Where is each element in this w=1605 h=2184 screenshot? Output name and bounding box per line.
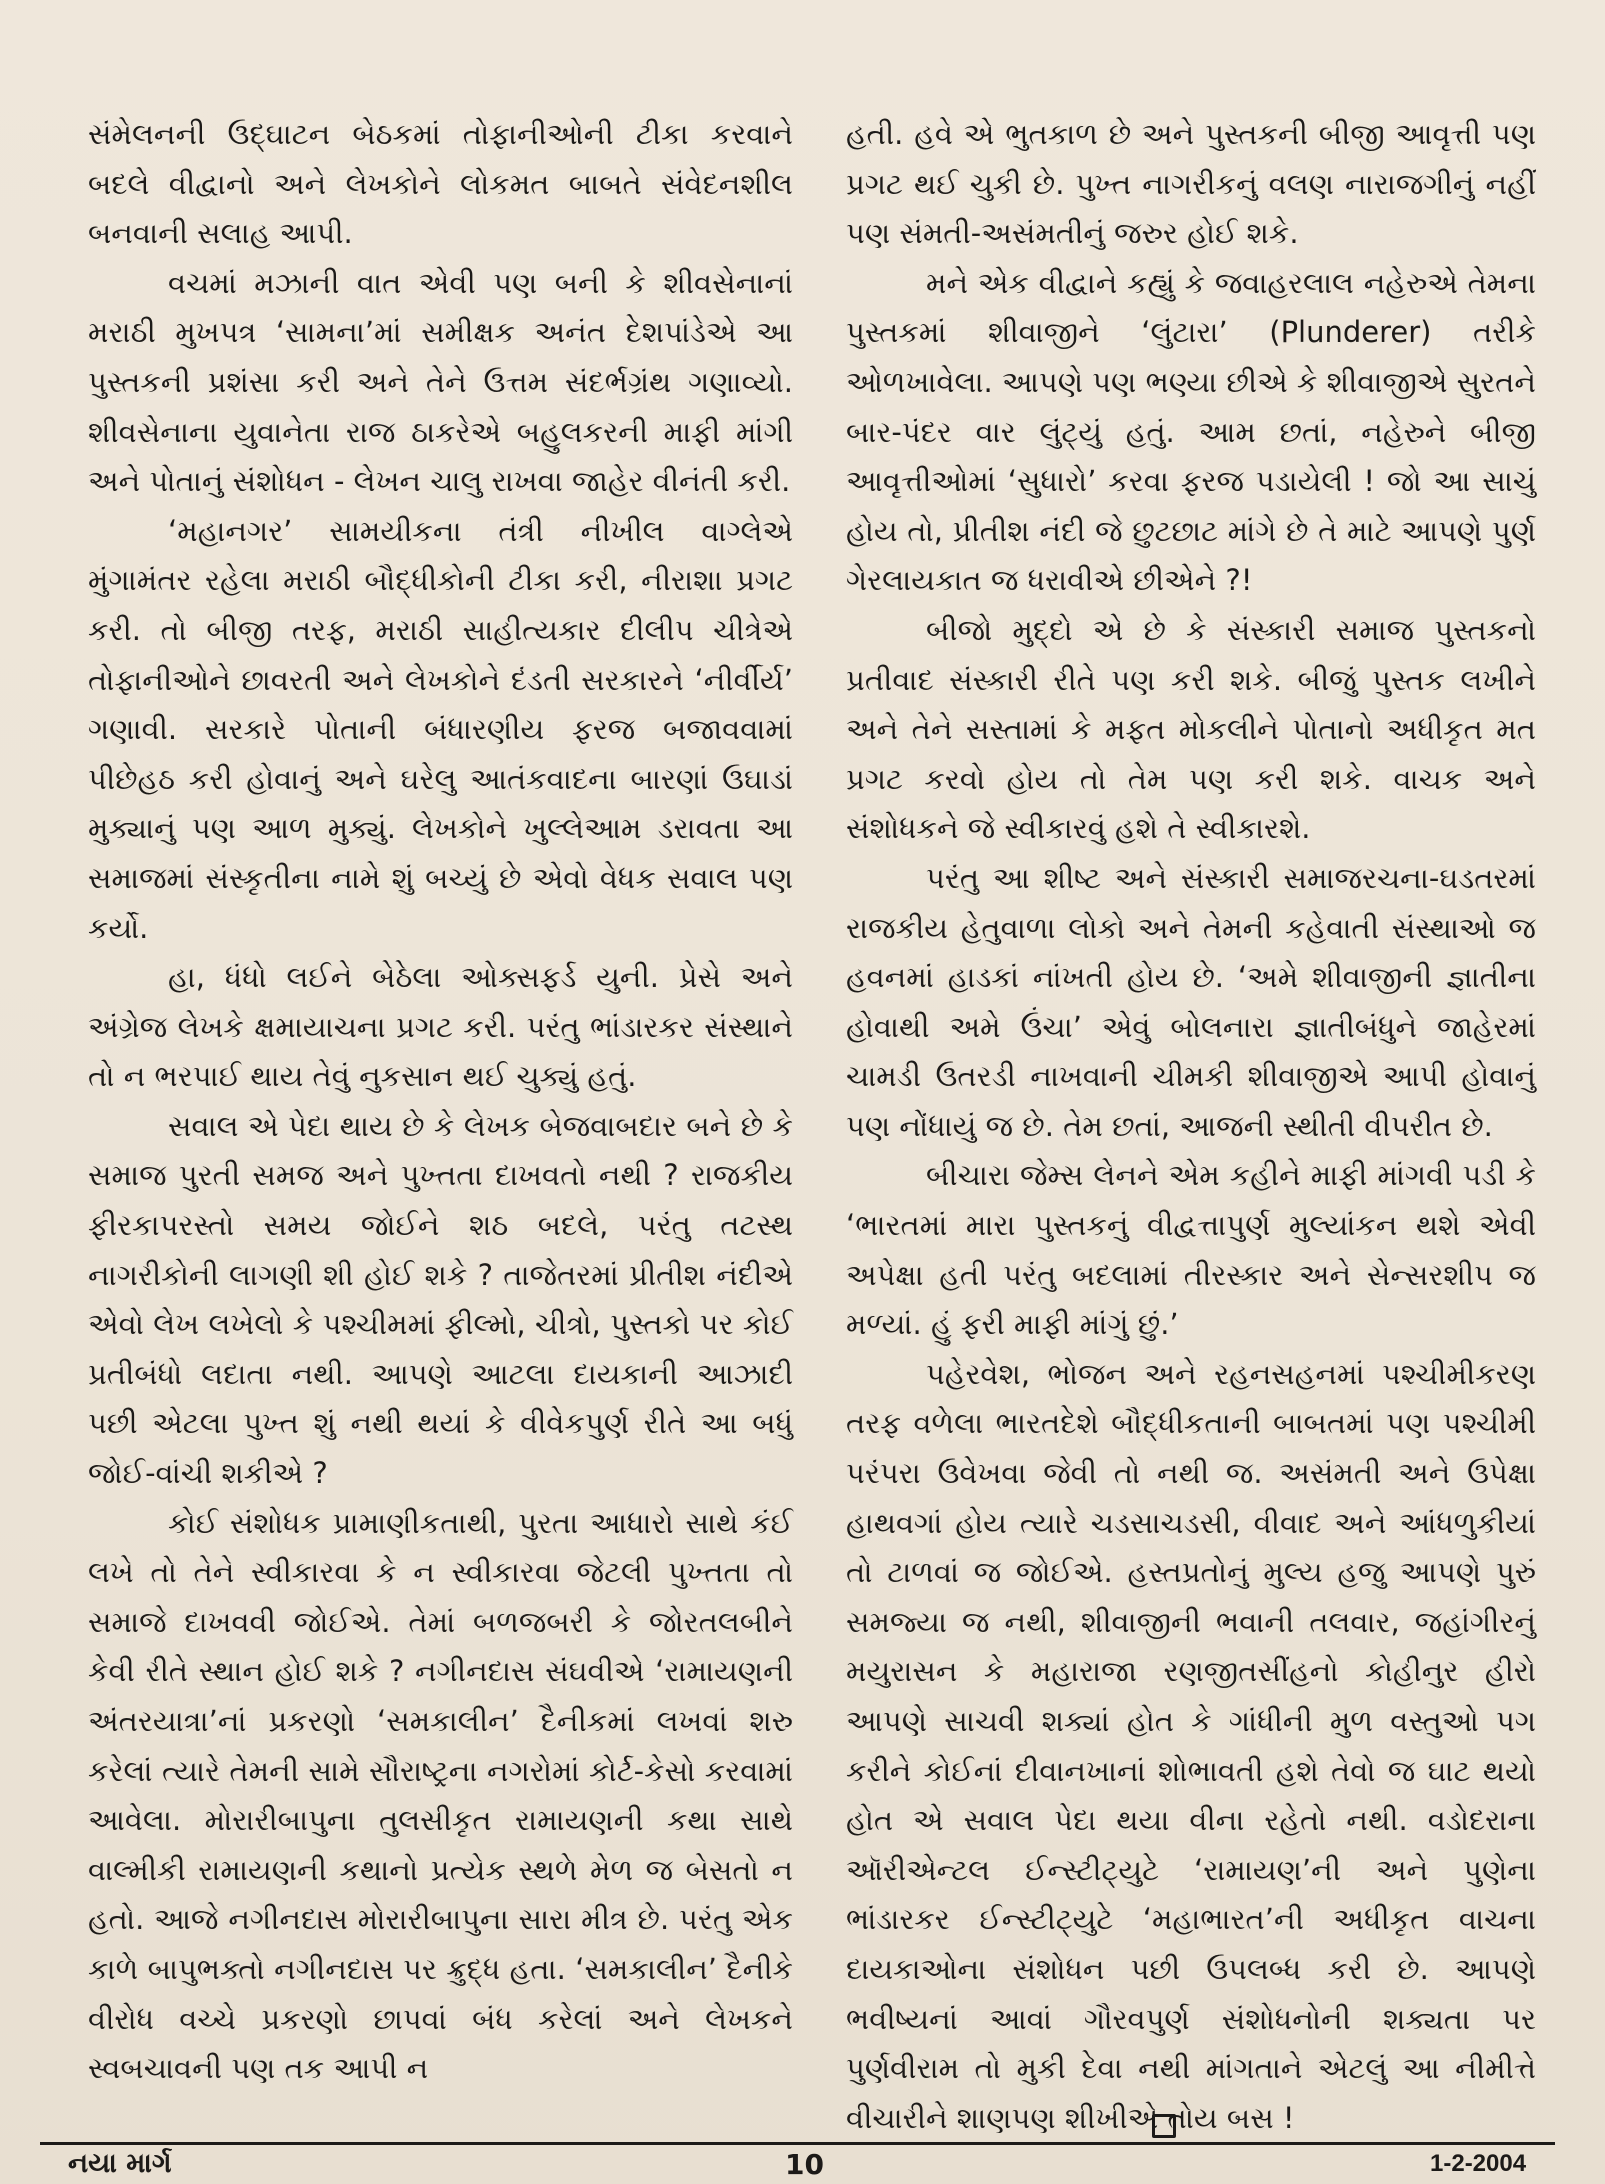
article-paragraph: સવાલ એ પેદા થાય છે કે લેખક બેજવાબદાર બને છે કે સમાજ પુરતી સમજ અને પુખ્તતા દાખવતો નથી ? રાજકીય ફીરકાપરસ્તો સમય જોઈને શઠ બદલે, પરંતુ તટસ્થ નાગરીકોની લાગણી શી હોઈ શકે ? તાજેતરમાં પ્રીતીશ નંદીએ એવો લેખ લખેલો કે પશ્ચીમમાં ફીલ્મો, ચીત્રો, પુસ્તકો પર કોઈ પ્રતીબંધો લદાતા નથી. આપણે આટલા દાયકાની આઝાદી પછી એટલા પુખ્ત શું નથી થયાં કે વીવેકપુર્ણ રીતે આ બધું જોઈ-વાંચી શકીએ ? (88, 1108, 793, 1491)
right-text-column (846, 110, 1536, 2143)
article-paragraph: મને એક વીદ્વાને કહ્યું કે જવાહરલાલ નહેરુએ તેમના પુસ્તકમાં શીવાજીને ‘લુંટારા’ (Plunderer) તરીકે ઓળખાવેલા. આપણે પણ ભણ્યા છીએ કે શીવાજીએ સુરતને બાર-પંદર વાર લુંટ્યું હતું. આમ છતાં, નહેરુને બીજી આવૃત્તીઓમાં ‘સુધારો’ કરવા ફરજ પડાયેલી ! જો આ સાચું હોય તો, પ્રીતીશ નંદી જે છુટછાટ માંગે છે તે માટે આપણે પુર્ણ ગેરલાયકાત જ ધરાવીએ છીએને ?! (846, 265, 1536, 598)
article-paragraph: કોઈ સંશોધક પ્રામાણીકતાથી, પુરતા આધારો સાથે કંઈ લખે તો તેને સ્વીકારવા કે ન સ્વીકારવા જેટલી પુખ્તતા તો સમાજે દાખવવી જોઈએ. તેમાં બળજબરી કે જોરતલબીને કેવી રીતે સ્થાન હોઈ શકે ? નગીનદાસ સંઘવીએ ‘રામાયણની અંતરયાત્રા’નાં પ્રકરણો ‘સમકાલીન’ દૈનીકમાં લખવાં શરુ કરેલાં ત્યારે તેમની સામે સૌરાષ્ટ્રના નગરોમાં કોર્ટ-કેસો કરવામાં આવેલા. મોરારીબાપુના તુલસીકૃત રામાયણની કથા સાથે વાલ્મીકી રામાયણની કથાનો પ્રત્યેક સ્થળે મેળ જ બેસતો ન હતો. આજે નગીનદાસ મોરારીબાપુના સારા મીત્ર છે. પરંતુ એક કાળે બાપુભક્તો નગીનદાસ પર ક્રુદ્ધ હતા. ‘સમકાલીન’ દૈનીકે વીરોધ વચ્ચે પ્રકરણો છાપવાં બંધ કરેલાં અને લેખકને સ્વબચાવની પણ તક આપી ન (88, 1505, 793, 2086)
article-paragraph: બીચારા જેમ્સ લેનને એમ કહીને માફી માંગવી પડી કે ‘ભારતમાં મારા પુસ્તકનું વીદ્વત્તાપુર્ણ મુલ્યાંકન થશે એવી અપેક્ષા હતી પરંતુ બદલામાં તીરસ્કાર અને સેન્સરશીપ જ મળ્યાં. હું ફરી માફી માંગું છું.’ (846, 1158, 1536, 1342)
footer-publication-name: નયા માર્ગ (68, 2148, 172, 2179)
article-paragraph: હતી. હવે એ ભુતકાળ છે અને પુસ્તકની બીજી આવૃત્તી પણ પ્રગટ થઈ ચુકી છે. પુખ્ત નાગરીકનું વલણ નારાજગીનું નહીં પણ સંમતી-અસંમતીનું જરુર હોઈ શકે. (846, 117, 1536, 251)
article-paragraph: પરંતુ આ શીષ્ટ અને સંસ્કારી સમાજરચના-ઘડતરમાં રાજકીય હેતુવાળા લોકો અને તેમની કહેવાતી સંસ્થાઓ જ હવનમાં હાડકાં નાંખતી હોય છે. ‘અમે શીવાજીની જ્ઞાતીના હોવાથી અમે ઉંચા’ એવું બોલનારા જ્ઞાતીબંધુને જાહેરમાં ચામડી ઉતરડી નાખવાની ચીમકી શીવાજીએ આપી હોવાનું પણ નોંધાયું જ છે. તેમ છતાં, આજની સ્થીતી વીપરીત છે. (846, 860, 1536, 1143)
article-paragraph: સંમેલનની ઉદ્ઘાટન બેઠકમાં તોફાનીઓની ટીકા કરવાને બદલે વીદ્વાનો અને લેખકોને લોકમત બાબતે સંવેદનશીલ બનવાની સલાહ આપી. (88, 117, 793, 251)
left-text-column (88, 110, 793, 2094)
footer-page-number: 10 (785, 2148, 824, 2181)
article-paragraph: હા, ધંધો લઈને બેઠેલા ઓક્સફર્ડ યુની. પ્રેસે અને અંગ્રેજ લેખકે ક્ષમાયાચના પ્રગટ કરી. પરંતુ ભાંડારકર સંસ્થાને તો ન ભરપાઈ થાય તેવું નુકસાન થઈ ચુક્યું હતું. (88, 960, 793, 1094)
article-paragraph: વચમાં મઝાની વાત એવી પણ બની કે શીવસેનાનાં મરાઠી મુખપત્ર ‘સામના’માં સમીક્ષક અનંત દેશપાંડેએ આ પુસ્તકની પ્રશંસા કરી અને તેને ઉત્તમ સંદર્ભગ્રંથ ગણાવ્યો. શીવસેનાના યુવાનેતા રાજ ઠાકરેએ બહુલકરની માફી માંગી અને પોતાનું સંશોધન - લેખન ચાલુ રાખવા જાહેર વીનંતી કરી. (88, 265, 793, 499)
article-paragraph: બીજો મુદ્દો એ છે કે સંસ્કારી સમાજ પુસ્તકનો પ્રતીવાદ સંસ્કારી રીતે પણ કરી શકે. બીજું પુસ્તક લખીને અને તેને સસ્તામાં કે મફત મોકલીને પોતાનો અધીકૃત મત પ્રગટ કરવો હોય તો તેમ પણ કરી શકે. વાચક અને સંશોધકને જે સ્વીકારવું હશે તે સ્વીકારશે. (846, 612, 1536, 846)
article-paragraph: ‘મહાનગર’ સામયીકના તંત્રી નીખીલ વાગ્લેએ મુંગામંતર રહેલા મરાઠી બૌદ્ધીકોની ટીકા કરી, નીરાશા પ્રગટ કરી. તો બીજી તરફ, મરાઠી સાહીત્યકાર દીલીપ ચીત્રેએ તોફાનીઓને છાવરતી અને લેખકોને દંડતી સરકારને ‘નીર્વીર્ય’ ગણાવી. સરકારે પોતાની બંધારણીય ફરજ બજાવવામાં પીછેહઠ કરી હોવાનું અને ઘરેલુ આતંકવાદના બારણાં ઉઘાડાં મુક્યાનું પણ આળ મુક્યું. લેખકોને ખુલ્લેઆમ ડરાવતા આ સમાજમાં સંસ્કૃતીના નામે શું બચ્યું છે એવો વેધક સવાલ પણ કર્યો. (88, 513, 793, 945)
article-paragraph: પહેરવેશ, ભોજન અને રહનસહનમાં પશ્ચીમીકરણ તરફ વળેલા ભારતદેશે બૌદ્ધીકતાની બાબતમાં પણ પશ્ચીમી પરંપરા ઉવેખવા જેવી તો નથી જ. અસંમતી અને ઉપેક્ષા હાથવગાં હોય ત્યારે ચડસાચડસી, વીવાદ અને આંધળુકીયાં તો ટાળવાં જ જોઈએ. હસ્તપ્રતોનું મુલ્ય હજુ આપણે પુરું સમજ્યા જ નથી, શીવાજીની ભવાની તલવાર, જહાંગીરનું મયુરાસન કે મહારાજા રણજીતસીંહનો કોહીનુર હીરો આપણે સાચવી શક્યાં હોત કે ગાંધીની મુળ વસ્તુઓ પગ કરીને કોઈનાં દીવાનખાનાં શોભાવતી હશે તેવો જ ઘાટ થયો હોત એ સવાલ પેદા થયા વીના રહેતો નથી. વડોદરાના ઑરીએન્ટલ ઈન્સ્ટીટ્યુટે ‘રામાયણ’ની અને પુણેના ભાંડારકર ઈન્સ્ટીટ્યુટે ‘મહાભારત’ની અધીકૃત વાચના દાયકાઓના સંશોધન પછી ઉપલબ્ધ કરી છે. આપણે ભવીષ્યનાં આવાં ગૌરવપુર્ણ સંશોધનોની શક્યતા પર પુર્ણવીરામ તો મુકી દેવા નથી માંગતાને એટલું આ નીમીત્તે વીચારીને શાણપણ શીખીએ તોય બસ ! (846, 1356, 1536, 2135)
end-of-article-mark (1152, 2114, 1176, 2138)
footer-divider (40, 2142, 1555, 2145)
footer-date: 1-2-2004 (1430, 2150, 1527, 2177)
